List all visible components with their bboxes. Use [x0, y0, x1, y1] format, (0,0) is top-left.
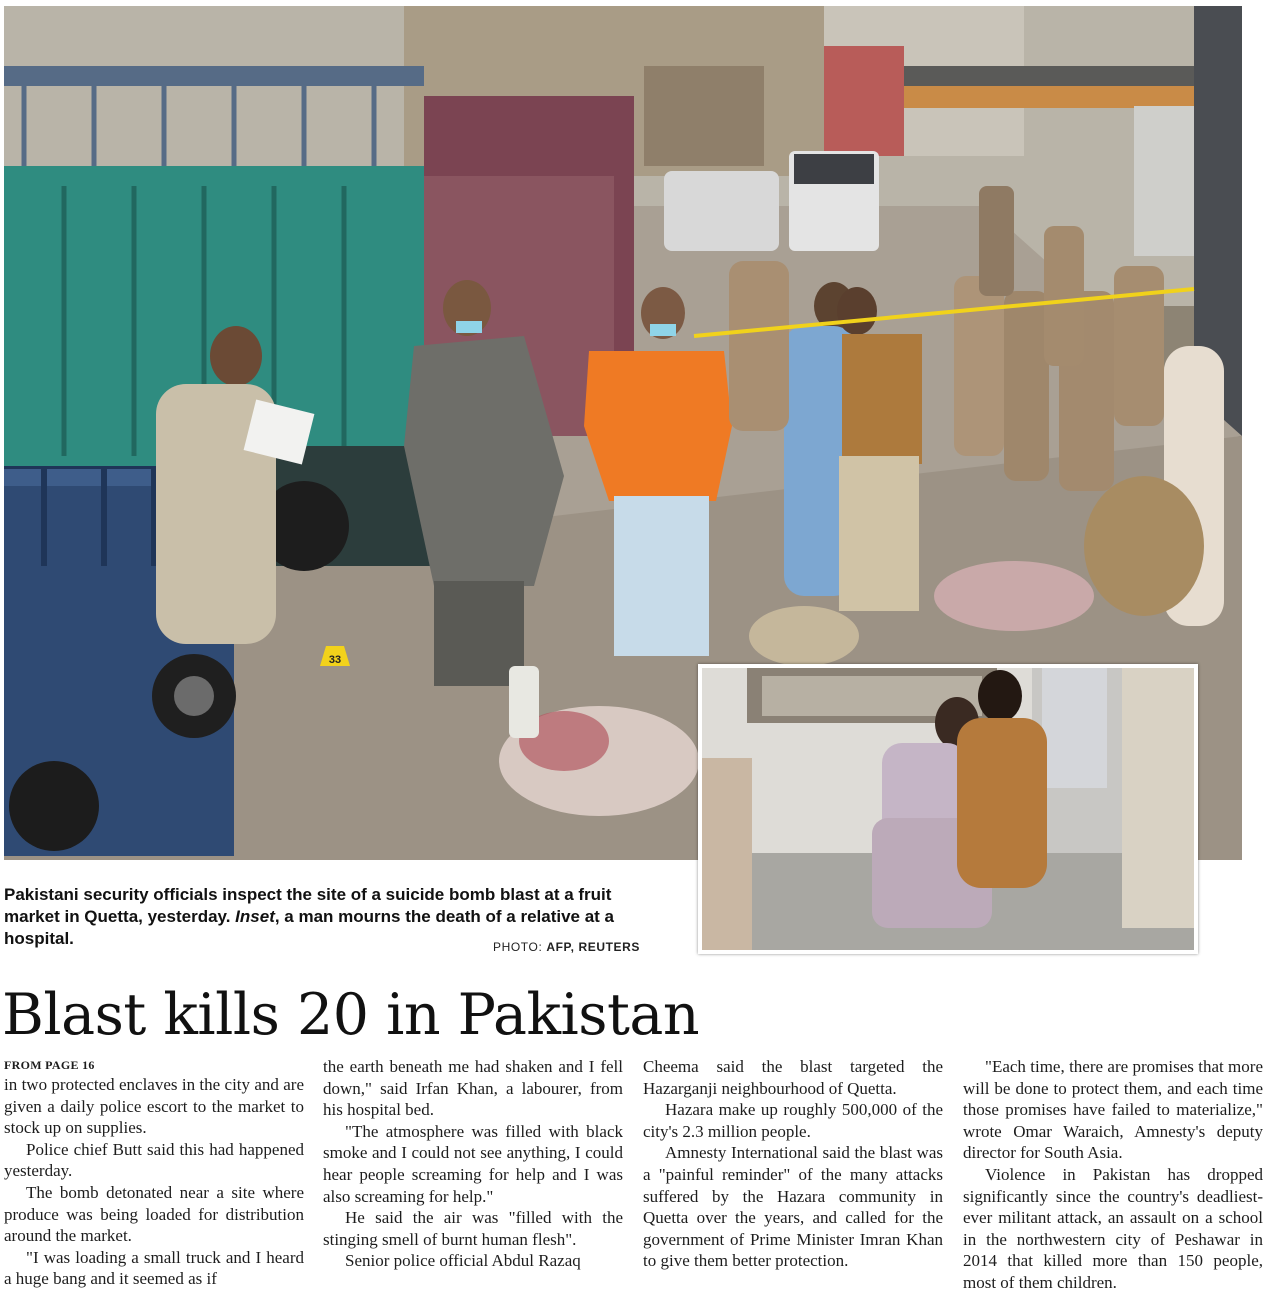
article-column-3 — [643, 1056, 943, 1272]
mourning-man-scene — [702, 668, 1194, 950]
paragraph: "I was loading a small truck and I heard a huge bang and it seemed as if — [4, 1247, 304, 1289]
article-body — [0, 1056, 1276, 1296]
paragraph: Cheema said the blast targeted the Hazarganji neighbourhood of Quetta. — [643, 1057, 943, 1098]
paragraph: The bomb detonated near a site where produce was being loaded for distribution around the market. — [4, 1182, 304, 1246]
paragraph: Senior police official Abdul Razaq — [345, 1251, 581, 1271]
paragraph: Hazara make up roughly 500,000 of the city's 2.3 million people. — [643, 1100, 943, 1141]
from-page-label: FROM PAGE 16 — [4, 1058, 95, 1072]
article-column-1 — [4, 1056, 304, 1290]
article-column-2 — [323, 1056, 623, 1272]
photo-credit-sources: AFP, REUTERS — [546, 940, 640, 954]
paragraph: Violence in Pakistan has dropped significantly since the country's deadliest-ever militant attack, an assault on a school in the northwestern city of Peshawar in 2014 that killed more than 150 people, most of them children. — [963, 1164, 1263, 1292]
headline: Blast kills 20 in Pakistan — [2, 982, 700, 1048]
caption-text-main: Pakistani security officials inspect the site of a suicide bomb blast at a fruit market in Quetta, yesterday. — [4, 885, 612, 926]
photo-credit-label: PHOTO: — [493, 940, 547, 954]
paragraph: "Each time, there are promises that more will be done to protect them, and each time those promises have failed to materialize," wrote Omar Waraich, Amnesty's deputy director for South Asia. — [963, 1057, 1263, 1163]
paragraph: in two protected enclaves in the city and are given a daily police escort to the market to stock up on supplies. — [4, 1075, 304, 1138]
caption-inset-word: Inset — [235, 907, 275, 926]
paragraph: Amnesty International said the blast was a "painful reminder" of the many attacks suffered by the Hazara community in Quetta over the years, and called for the government of Prime Minister Imran Khan to give them better protection. — [643, 1143, 943, 1271]
article-column-4 — [963, 1056, 1263, 1294]
paragraph: the earth beneath me had shaken and I fell down," said Irfan Khan, a labourer, from his hospital bed. — [323, 1057, 623, 1120]
inset-photo — [698, 664, 1198, 954]
evidence-marker-number: 33 — [328, 654, 342, 666]
photo-credit — [493, 940, 640, 954]
caption-text-inset: , a man mourns the death of a relative at a hospital. — [4, 907, 615, 948]
paragraph: "The atmosphere was filled with black smoke and I could not see anything, I could hear people screaming for help and I was also screaming for help." — [323, 1121, 623, 1206]
paragraph: Police chief Butt said this had happened yesterday. — [4, 1139, 304, 1181]
paragraph: He said the air was "filled with the stinging smell of burnt human flesh". — [323, 1208, 623, 1249]
